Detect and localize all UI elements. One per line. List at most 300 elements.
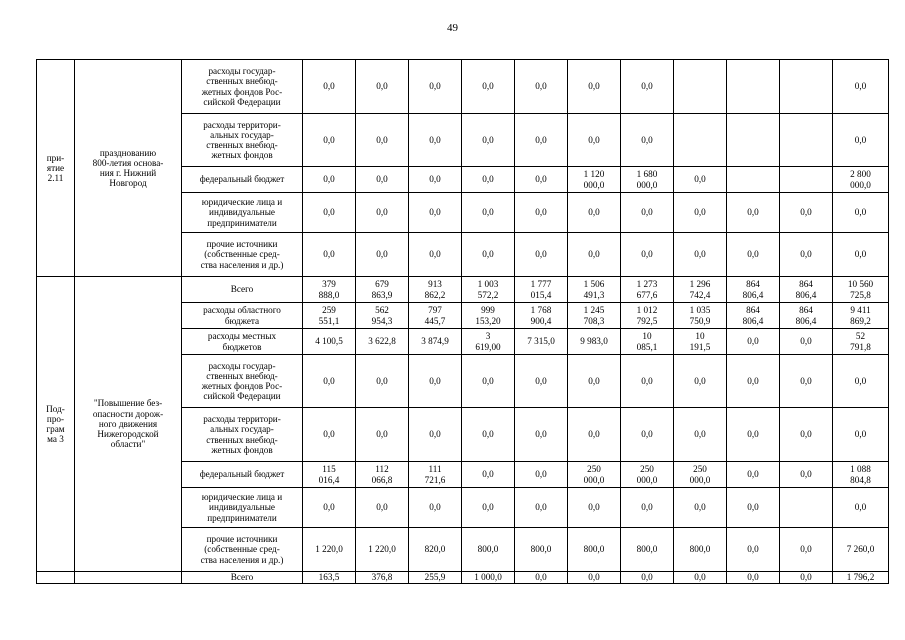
value-part: 1 245	[583, 305, 605, 316]
value-part: 0,0	[641, 429, 653, 440]
value-part: 913	[428, 279, 442, 290]
value-cell	[833, 114, 889, 167]
value-cell	[515, 193, 568, 233]
value-cell	[409, 60, 462, 114]
value-part: 10	[695, 331, 705, 342]
value-cell	[727, 277, 780, 303]
value-cell	[727, 233, 780, 277]
value-part: 1 012	[636, 305, 658, 316]
value-cell	[409, 528, 462, 572]
value-part: 0,0	[376, 249, 388, 260]
cell-line: опасности дорож-	[92, 408, 164, 419]
value-cell	[515, 572, 568, 584]
value-cell	[674, 488, 727, 528]
cell-line: 800-летия основа-	[92, 157, 164, 168]
value-part: 379	[322, 279, 336, 290]
value-part: 750,9	[689, 315, 711, 326]
value-cell	[674, 60, 727, 114]
value-part: 0,0	[429, 375, 441, 386]
value-part: 0,0	[535, 375, 547, 386]
value-cell	[621, 167, 674, 193]
value-cell	[833, 60, 889, 114]
value-cell	[621, 193, 674, 233]
value-part: 0,0	[747, 336, 759, 347]
value-part: 0,0	[482, 375, 494, 386]
value-cell	[674, 277, 727, 303]
value-cell	[727, 572, 780, 584]
value-cell	[356, 303, 409, 329]
cell-line: расходы местных	[207, 331, 277, 342]
value-part: 0,0	[694, 207, 706, 218]
activity-name-cell	[75, 277, 182, 572]
value-cell	[356, 193, 409, 233]
value-cell	[303, 329, 356, 355]
value-part: 1 506	[583, 279, 605, 290]
value-part: 191,5	[689, 341, 711, 352]
value-part: 0,0	[641, 134, 653, 145]
value-cell	[780, 528, 833, 572]
value-cell	[833, 167, 889, 193]
value-cell	[780, 60, 833, 114]
value-part: 0,0	[376, 375, 388, 386]
value-cell	[727, 408, 780, 462]
value-cell	[674, 408, 727, 462]
value-part: 0,0	[800, 336, 812, 347]
value-part: 572,2	[477, 289, 499, 300]
cell-line: ятие	[46, 162, 65, 173]
value-cell	[674, 167, 727, 193]
value-part: 0,0	[323, 134, 335, 145]
value-cell	[621, 462, 674, 488]
value-cell	[674, 233, 727, 277]
value-part: 0,0	[482, 134, 494, 145]
value-part: 0,0	[535, 134, 547, 145]
value-part: 0,0	[429, 502, 441, 513]
value-cell	[780, 233, 833, 277]
funding-source-cell	[182, 528, 303, 572]
value-cell	[462, 60, 515, 114]
cell-line: ства населения и др.)	[200, 554, 284, 565]
value-part: 0,0	[641, 249, 653, 260]
value-part: 0,0	[482, 174, 494, 185]
value-cell	[568, 408, 621, 462]
value-part: 0,0	[747, 502, 759, 513]
value-part: 888,0	[318, 289, 340, 300]
value-part: 376,8	[371, 572, 393, 583]
value-part: 2 800	[850, 169, 871, 180]
value-part: 0,0	[800, 469, 812, 480]
value-part: 0,0	[854, 81, 867, 92]
value-cell	[621, 277, 674, 303]
value-part: 4 100,5	[315, 336, 343, 347]
cell-line: индивидуальные	[209, 502, 275, 513]
value-cell	[409, 572, 462, 584]
value-cell	[409, 355, 462, 408]
value-part: 800,0	[477, 544, 499, 555]
value-part: 7 315,0	[527, 336, 555, 347]
value-part: 0,0	[694, 174, 706, 185]
value-part: 562	[375, 305, 389, 316]
value-part: 3 874,9	[421, 336, 449, 347]
value-cell	[621, 329, 674, 355]
cell-line: ственных внебюд-	[206, 140, 278, 150]
value-part: 0,0	[641, 375, 653, 386]
value-part: 0,0	[535, 572, 547, 583]
value-cell	[833, 329, 889, 355]
value-part: 864	[746, 305, 760, 316]
value-part: 1 220,0	[368, 544, 396, 555]
value-part: 1 296	[689, 279, 711, 290]
cell-line: области"	[110, 439, 146, 450]
value-part: 016,4	[318, 474, 340, 485]
funding-source-cell	[182, 60, 303, 114]
value-part: 820,0	[424, 544, 446, 555]
value-part: 0,0	[800, 207, 812, 218]
value-cell	[727, 114, 780, 167]
cell-line: федеральный бюджет	[199, 469, 285, 480]
value-cell	[356, 462, 409, 488]
value-cell	[568, 572, 621, 584]
value-cell	[409, 329, 462, 355]
funding-source-cell	[182, 167, 303, 193]
value-cell	[409, 408, 462, 462]
value-part: 1 088	[850, 464, 871, 475]
cell-line: расходы территори-	[203, 414, 281, 425]
value-part: 551,1	[318, 315, 340, 326]
value-part: 0,0	[588, 134, 600, 145]
funding-source-cell	[182, 355, 303, 408]
value-cell	[780, 329, 833, 355]
value-part: 0,0	[800, 544, 812, 555]
value-part: 0,0	[854, 207, 867, 218]
value-cell	[409, 488, 462, 528]
cell-line: жетных фондов Рос-	[201, 381, 283, 391]
value-part: 806,4	[795, 289, 817, 300]
value-part: 708,3	[583, 315, 605, 326]
value-part: 0,0	[588, 249, 600, 260]
cell-line: предприниматели	[207, 217, 277, 228]
cell-line: бюджетов	[222, 341, 262, 352]
value-cell	[780, 572, 833, 584]
cell-line: ства населения и др.)	[200, 259, 284, 270]
cell-line: юридические лица и	[201, 197, 283, 208]
value-part: 0,0	[376, 134, 388, 145]
value-part: 800,0	[530, 544, 552, 555]
activity-name-cell	[75, 572, 182, 584]
cell-line: ственных внебюд-	[206, 76, 278, 87]
value-cell	[515, 408, 568, 462]
value-part: 1 680	[636, 169, 658, 180]
value-cell	[568, 303, 621, 329]
value-cell	[621, 572, 674, 584]
value-cell	[780, 408, 833, 462]
cell-line: прочие источники	[206, 534, 278, 545]
value-cell	[568, 462, 621, 488]
funding-source-cell	[182, 329, 303, 355]
cell-line: сийской Федерации	[203, 96, 281, 107]
value-cell	[356, 572, 409, 584]
value-part: 0,0	[376, 81, 388, 92]
value-cell	[515, 329, 568, 355]
cell-line: Под-	[46, 403, 65, 414]
value-cell	[727, 488, 780, 528]
value-part: 0,0	[641, 81, 653, 92]
value-part: 0,0	[482, 469, 494, 480]
cell-line: при-	[46, 152, 65, 163]
value-part: 0,0	[854, 502, 867, 513]
value-part: 806,4	[795, 315, 817, 326]
value-part: 163,5	[318, 572, 340, 583]
value-part: 619,00	[475, 341, 501, 352]
cell-line: ного движения	[98, 418, 158, 429]
value-cell	[780, 277, 833, 303]
value-part: 0,0	[482, 249, 494, 260]
value-part: 0,0	[376, 429, 388, 440]
value-part: 0,0	[641, 502, 653, 513]
value-cell	[621, 60, 674, 114]
value-part: 0,0	[323, 375, 335, 386]
value-part: 0,0	[588, 375, 600, 386]
value-part: 0,0	[854, 375, 867, 386]
funding-source-cell	[182, 572, 303, 584]
value-part: 725,8	[850, 289, 871, 300]
value-cell	[515, 277, 568, 303]
value-part: 491,3	[583, 289, 605, 300]
value-cell	[462, 488, 515, 528]
value-cell	[621, 303, 674, 329]
value-part: 066,8	[371, 474, 393, 485]
value-cell	[833, 303, 889, 329]
value-cell	[833, 462, 889, 488]
value-part: 0,0	[641, 207, 653, 218]
funding-source-cell	[182, 408, 303, 462]
value-cell	[462, 193, 515, 233]
value-part: 806,4	[742, 289, 764, 300]
value-part: 000,0	[583, 179, 605, 190]
cell-line: федеральный бюджет	[199, 174, 285, 185]
value-cell	[462, 114, 515, 167]
value-part: 115	[322, 464, 336, 475]
value-cell	[568, 329, 621, 355]
value-part: 954,3	[371, 315, 393, 326]
value-cell	[303, 355, 356, 408]
value-part: 792,5	[636, 315, 658, 326]
activity-code-cell	[37, 60, 75, 277]
value-part: 742,4	[689, 289, 711, 300]
value-part: 0,0	[588, 207, 600, 218]
value-part: 0,0	[588, 572, 600, 583]
value-cell	[833, 193, 889, 233]
value-part: 677,6	[636, 289, 658, 300]
value-part: 3	[485, 331, 491, 342]
value-part: 0,0	[323, 249, 335, 260]
value-cell	[515, 355, 568, 408]
value-part: 0,0	[800, 249, 812, 260]
activity-code-cell	[37, 277, 75, 572]
value-part: 999	[481, 305, 495, 316]
value-part: 0,0	[588, 429, 600, 440]
value-part: 1 120	[583, 169, 605, 180]
value-part: 0,0	[694, 249, 706, 260]
value-part: 864	[746, 279, 760, 290]
value-cell	[356, 60, 409, 114]
value-part: 259	[322, 305, 336, 316]
value-part: 721,6	[424, 474, 446, 485]
value-part: 1 796,2	[846, 572, 875, 583]
value-cell	[568, 114, 621, 167]
value-part: 0,0	[535, 81, 547, 92]
value-cell	[303, 60, 356, 114]
value-cell	[568, 488, 621, 528]
budget-table	[36, 59, 889, 584]
value-cell	[303, 488, 356, 528]
value-cell	[515, 60, 568, 114]
cell-line: Нижегородской	[97, 429, 159, 440]
value-cell	[462, 303, 515, 329]
value-part: 0,0	[800, 429, 812, 440]
value-cell	[674, 355, 727, 408]
value-cell	[303, 233, 356, 277]
value-cell	[833, 408, 889, 462]
cell-line: про-	[46, 413, 65, 424]
page-number: 49	[447, 22, 458, 34]
value-cell	[303, 528, 356, 572]
value-cell	[674, 462, 727, 488]
value-cell	[621, 488, 674, 528]
value-cell	[462, 408, 515, 462]
value-cell	[409, 462, 462, 488]
value-cell	[621, 408, 674, 462]
value-part: 9 411	[850, 305, 871, 316]
value-cell	[303, 572, 356, 584]
value-part: 445,7	[424, 315, 446, 326]
value-cell	[515, 114, 568, 167]
cell-line: альных государ-	[210, 129, 274, 140]
value-cell	[568, 60, 621, 114]
value-cell	[356, 277, 409, 303]
value-part: 800,0	[689, 544, 711, 555]
value-cell	[409, 167, 462, 193]
value-part: 10 560	[847, 279, 874, 290]
cell-line: расходы государ-	[208, 360, 276, 371]
value-part: 0,0	[747, 249, 759, 260]
value-cell	[780, 355, 833, 408]
value-cell	[727, 355, 780, 408]
value-cell	[833, 572, 889, 584]
value-part: 869,2	[850, 315, 871, 326]
value-part: 085,1	[636, 341, 658, 352]
value-part: 900,4	[530, 315, 552, 326]
value-cell	[515, 303, 568, 329]
activity-code-cell	[37, 572, 75, 584]
value-cell	[568, 355, 621, 408]
value-part: 791,8	[850, 341, 871, 352]
value-cell	[462, 329, 515, 355]
value-cell	[462, 528, 515, 572]
cell-line: сийской Федерации	[203, 391, 281, 402]
table-row	[37, 572, 889, 584]
value-cell	[303, 114, 356, 167]
value-cell	[833, 233, 889, 277]
value-part: 255,9	[424, 572, 446, 583]
value-cell	[780, 488, 833, 528]
value-part: 804,8	[850, 474, 871, 485]
value-part: 000,0	[689, 474, 711, 485]
value-part: 0,0	[800, 375, 812, 386]
value-part: 0,0	[429, 207, 441, 218]
value-part: 1 003	[477, 279, 499, 290]
value-cell	[674, 572, 727, 584]
value-part: 0,0	[376, 207, 388, 218]
value-cell	[568, 277, 621, 303]
value-part: 0,0	[535, 174, 547, 185]
value-part: 864	[799, 305, 813, 316]
value-part: 0,0	[535, 207, 547, 218]
value-cell	[674, 528, 727, 572]
value-part: 0,0	[323, 502, 335, 513]
cell-line: "Повышение без-	[93, 398, 163, 409]
value-cell	[621, 114, 674, 167]
value-cell	[356, 114, 409, 167]
value-part: 0,0	[747, 429, 759, 440]
value-part: 0,0	[694, 429, 706, 440]
value-part: 250	[587, 464, 601, 475]
value-part: 0,0	[854, 429, 867, 440]
value-part: 3 622,8	[368, 336, 396, 347]
cell-line: ма 3	[47, 434, 64, 445]
value-cell	[621, 528, 674, 572]
value-cell	[780, 114, 833, 167]
value-cell	[780, 167, 833, 193]
value-part: 153,20	[475, 315, 501, 326]
value-part: 0,0	[535, 469, 547, 480]
table-row	[37, 277, 889, 303]
cell-line: 2.11	[47, 173, 64, 184]
value-part: 0,0	[376, 174, 388, 185]
funding-source-cell	[182, 193, 303, 233]
cell-line: бюджета	[224, 315, 260, 326]
value-part: 000,0	[850, 179, 871, 190]
value-cell	[303, 408, 356, 462]
value-cell	[462, 233, 515, 277]
value-cell	[780, 193, 833, 233]
value-cell	[515, 167, 568, 193]
value-part: 0,0	[429, 134, 441, 145]
value-cell	[674, 193, 727, 233]
value-part: 250	[640, 464, 654, 475]
value-cell	[727, 329, 780, 355]
value-cell	[303, 193, 356, 233]
cell-line: Новгород	[109, 178, 147, 189]
value-part: 112	[375, 464, 389, 475]
value-part: 111	[428, 464, 442, 475]
value-part: 862,2	[424, 289, 446, 300]
cell-line: ственных внебюд-	[206, 370, 278, 381]
value-part: 0,0	[482, 81, 494, 92]
value-cell	[462, 462, 515, 488]
value-cell	[568, 233, 621, 277]
value-cell	[356, 167, 409, 193]
value-part: 10	[642, 331, 652, 342]
cell-line: жетных фондов Рос-	[201, 86, 283, 97]
value-cell	[674, 303, 727, 329]
value-cell	[727, 303, 780, 329]
value-cell	[303, 303, 356, 329]
cell-line: индивидуальные	[209, 207, 275, 218]
value-cell	[356, 528, 409, 572]
table-row	[37, 60, 889, 114]
cell-line: Всего	[230, 572, 254, 583]
